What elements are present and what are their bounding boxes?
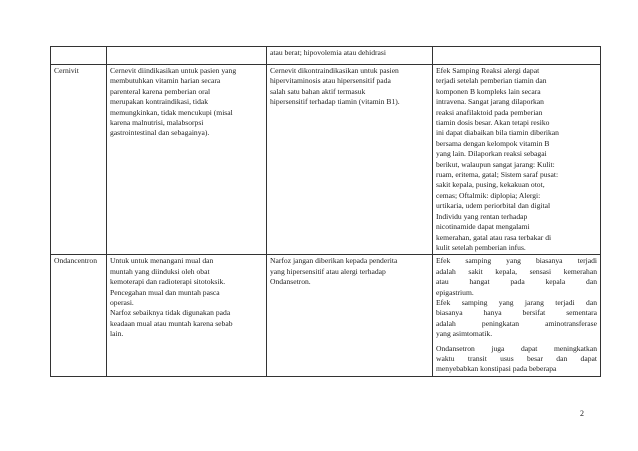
drug-table: [50, 46, 601, 377]
text-line: Cernevit dikontraindikasikan untuk pasien: [270, 66, 399, 75]
text-line: berikut, walaupun sangat jarang: Kulit:: [436, 159, 555, 169]
text-line: merupakan kontraindikasi, tidak: [110, 97, 209, 107]
text-line: salah satu bahan aktif termasuk: [270, 86, 366, 96]
text-line: yang asimtomatik.: [436, 329, 493, 339]
text-line: tiamin dosis besar. Akan tetapi resiko: [436, 118, 550, 128]
text-line: intravena. Sangat jarang dilaporkan: [436, 97, 544, 107]
text-line: yang hipersensitif atau alergi terhadap: [270, 266, 386, 276]
text-line: nicotinamide dapat mengalami: [436, 222, 530, 232]
drug-name-cell: [51, 255, 107, 376]
text-line: gastrointestinal dan sebagainya).: [110, 128, 210, 138]
text-line: urtikaria, udem periorbital dan digital: [436, 201, 551, 211]
text-line: ini dapat diabaikan bila tiamin diberikan: [436, 128, 559, 138]
text-line: atau berat; hipovolemia atau dehidrasi: [270, 48, 386, 57]
side-effects-cell: [433, 65, 601, 255]
text-line: operasi.: [110, 297, 134, 307]
text-line: atau hangat pada kepala dan: [436, 277, 597, 287]
text-line: hipervitaminosis atau hipersensitif pada: [270, 76, 391, 86]
text-line: Individu yang rentan terhadap: [436, 211, 528, 221]
text-line: waktu transit usus besar dan dapat: [436, 353, 597, 363]
text-line: Efek samping yang jarang terjadi dan: [436, 297, 597, 307]
indication-cell: [107, 65, 267, 255]
text-line: kemoterapi dan radioterapi sitotoksik.: [110, 277, 226, 287]
side-effects-cell: [433, 255, 601, 376]
drug-name-cell: [51, 65, 107, 255]
text-line: Efek Samping Reaksi alergi dapat: [436, 66, 540, 75]
side-effects-cell: [433, 47, 601, 65]
text-line: Cernevit diindikasikan untuk pasien yang: [110, 66, 237, 75]
text-line: muntah yang diinduksi oleh obat: [110, 266, 210, 276]
text-line: keadaan mual atau muntah karena sebab: [110, 318, 233, 328]
indication-cell: [107, 255, 267, 376]
text-line: Narfoz sebaiknya tidak digunakan pada: [110, 308, 231, 318]
text-line: Ondansetron juga dapat meningkatkan: [436, 343, 597, 353]
text-line: kulit setelah pemberian infus.: [436, 242, 526, 252]
drug-name: Ondancentron: [54, 256, 98, 266]
table-row: [51, 255, 601, 376]
table-row: [51, 47, 601, 65]
text-line: Narfoz jangan diberikan kepada penderita: [270, 256, 398, 266]
text-line: komponen B kompleks lain secara: [436, 86, 541, 96]
indication-cell: [107, 47, 267, 65]
text-line: membutuhkan vitamin harian secara: [110, 76, 221, 86]
text-line: yang lain. Dilaporkan reaksi sebagai: [436, 149, 547, 159]
text-line: bersama dengan kelompok vitamin B: [436, 138, 550, 148]
drug-name: Cernivit: [54, 66, 79, 75]
text-line: parenteral karena pemberian oral: [110, 86, 211, 96]
text-line: reaksi anafilaktoid pada pemberian: [436, 107, 543, 117]
page-number: 2: [580, 409, 584, 418]
text-line: memungkinkan, tidak mencukupi (misal: [110, 107, 233, 117]
contraindication-cell: [267, 255, 433, 376]
text-line: Untuk untuk menangani mual dan: [110, 256, 214, 266]
contraindication-cell: [267, 65, 433, 255]
text-line: kemerahan, gatal atau rasa terbakar di: [436, 232, 552, 242]
text-line: hipersensitif terhadap tiamin (vitamin B1).: [270, 97, 400, 107]
drug-table-body: [51, 47, 601, 377]
text-line: adalah peningkatan aminotransferase: [436, 318, 597, 328]
text-line: biasanya hanya bersifat sementara: [436, 308, 597, 318]
drug-name-cell: [51, 47, 107, 65]
text-line: Ondansetron.: [270, 277, 311, 287]
text-line: Efek samping yang biasanya terjadi: [436, 256, 597, 266]
contraindication-cell: [267, 47, 433, 65]
text-line: lain.: [110, 329, 124, 339]
text-line: sakit kepala, pusing, kekakuan otot,: [436, 180, 545, 190]
table-row: [51, 65, 601, 255]
text-line: menyebabkan konstipasi pada beberapa: [436, 364, 557, 374]
text-line: cemas; Oftalmik: diplopia; Alergi:: [436, 190, 541, 200]
text-line: adalah sakit kepala, sensasi kemerahan: [436, 266, 597, 276]
text-line: epigastrium.: [436, 287, 474, 297]
text-line: terjadi setelah pemberian tiamin dan: [436, 76, 547, 86]
text-line: karena malnutrisi, malabsorpsi: [110, 118, 204, 128]
text-line: ruam, eritema, gatal; Sistem saraf pusat:: [436, 170, 559, 180]
text-line: Pencegahan mual dan muntah pasca: [110, 287, 220, 297]
